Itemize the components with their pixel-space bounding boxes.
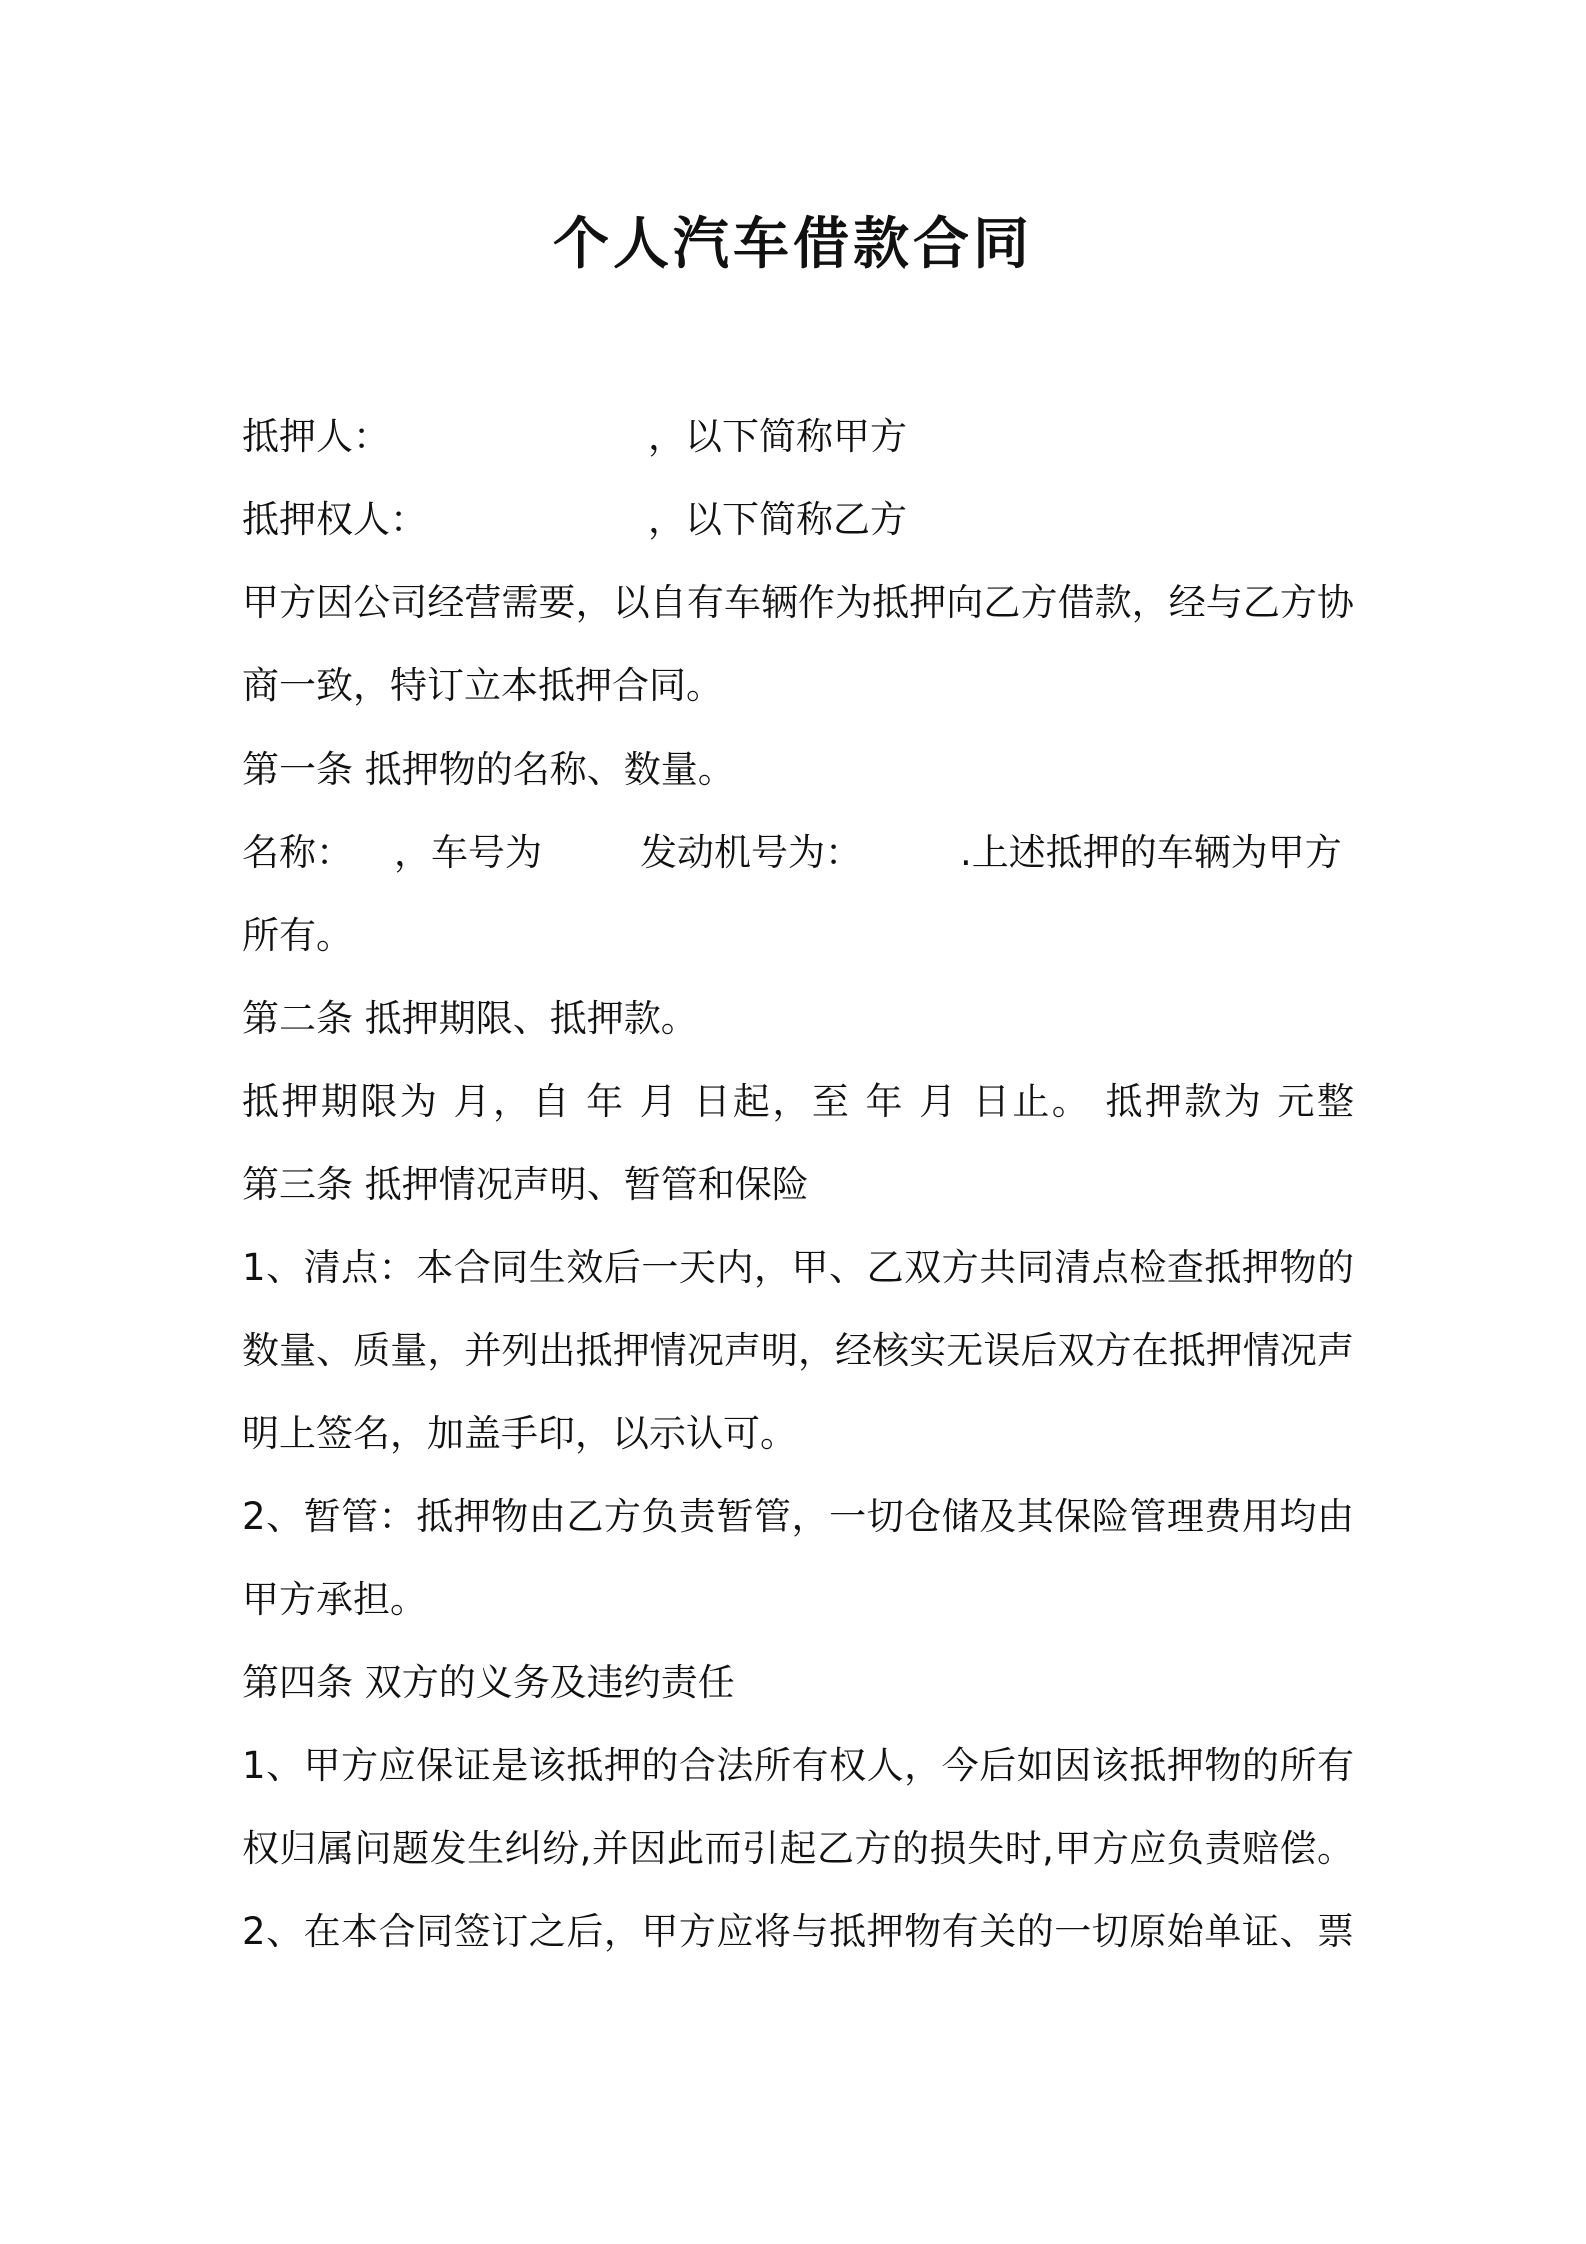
article-3-item-2-line-1: 2、暂管：抵押物由乙方负责暂管，一切仓储及其保险管理费用均由 bbox=[242, 1495, 1354, 1538]
article-3-item-2-line-2: 甲方承担。 bbox=[242, 1578, 427, 1621]
mortgagor-suffix: ，以下简称甲方 bbox=[648, 415, 907, 458]
article-4-item-2-line-1: 2、在本合同签订之后，甲方应将与抵押物有关的一切原始单证、票 bbox=[242, 1910, 1354, 1953]
article-3-item-1-line-2: 数量、质量，并列出抵押情况声明，经核实无误后双方在抵押情况声 bbox=[242, 1329, 1354, 1372]
article-3-heading: 第三条 抵押情况声明、暂管和保险 bbox=[242, 1163, 809, 1206]
article-2-term-line: 抵押期限为 月，自 年 月 日起，至 年 月 日止。 抵押款为 元整 bbox=[242, 1080, 1354, 1123]
article-1-ownership-cont: 所有。 bbox=[242, 914, 353, 957]
article-4-heading: 第四条 双方的义务及违约责任 bbox=[242, 1661, 735, 1704]
vehicle-name-label: 名称： bbox=[242, 831, 353, 874]
intro-line-1: 甲方因公司经营需要，以自有车辆作为抵押向乙方借款，经与乙方协 bbox=[242, 581, 1354, 624]
ownership-text: .上述抵押的车辆为甲方 bbox=[960, 831, 1342, 874]
mortgagor-label: 抵押人： bbox=[242, 415, 390, 458]
plate-number-label: ，车号为 bbox=[394, 831, 542, 874]
article-1-heading: 第一条 抵押物的名称、数量。 bbox=[242, 748, 735, 791]
article-3-item-1-line-1: 1、清点：本合同生效后一天内，甲、乙双方共同清点检查抵押物的 bbox=[242, 1246, 1354, 1289]
mortgagee-label: 抵押权人： bbox=[242, 498, 427, 541]
article-2-heading: 第二条 抵押期限、抵押款。 bbox=[242, 997, 698, 1040]
article-3-item-1-line-3: 明上签名，加盖手印，以示认可。 bbox=[242, 1412, 797, 1455]
article-4-item-1-line-1: 1、甲方应保证是该抵押的合法所有权人，今后如因该抵押物的所有 bbox=[242, 1744, 1354, 1787]
engine-number-label: 发动机号为： bbox=[640, 831, 862, 874]
mortgagee-suffix: ，以下简称乙方 bbox=[648, 498, 907, 541]
intro-line-2: 商一致，特订立本抵押合同。 bbox=[242, 664, 723, 707]
article-4-item-1-line-2: 权归属问题发生纠纷,并因此而引起乙方的损失时,甲方应负责赔偿。 bbox=[242, 1827, 1354, 1870]
document-title: 个人汽车借款合同 bbox=[553, 212, 1033, 277]
